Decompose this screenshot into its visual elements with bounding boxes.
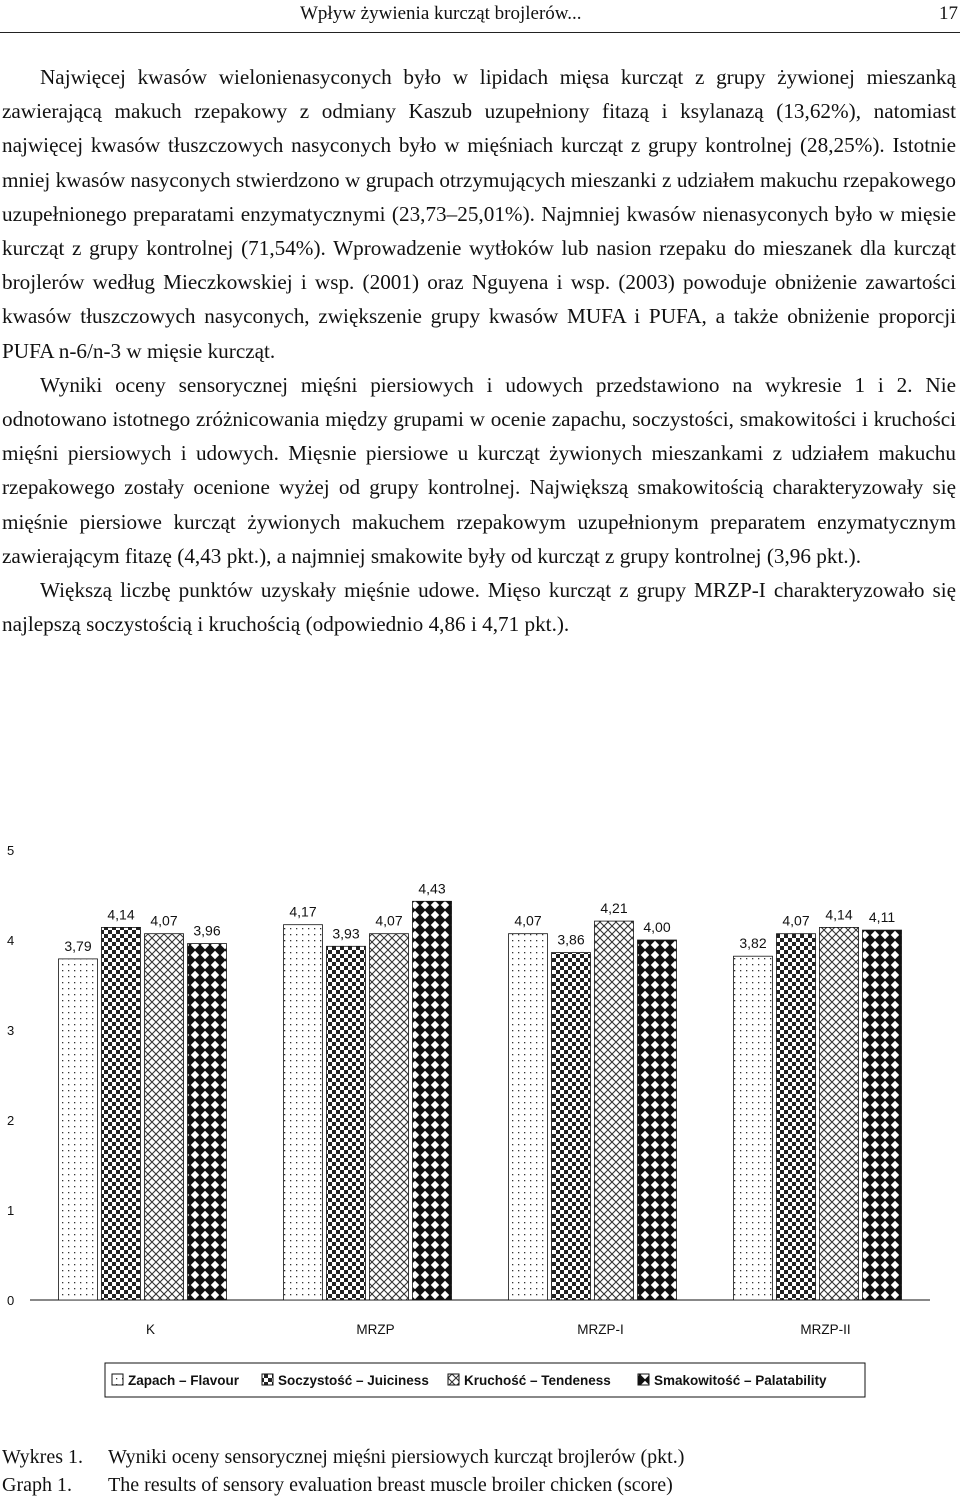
bar-mrzp-i-dots <box>509 934 548 1300</box>
category-label: MRZP-I <box>577 1322 624 1337</box>
data-label: 3,79 <box>64 937 92 954</box>
data-label: 3,82 <box>739 935 767 952</box>
legend-swatch <box>638 1374 649 1385</box>
bar-k-dots <box>59 959 98 1300</box>
chart-bars <box>59 901 902 1300</box>
bar-k-diamond <box>145 934 184 1300</box>
caption-polish <box>2 1443 684 1471</box>
data-label: 4,21 <box>600 900 628 917</box>
y-tick-label: 5 <box>7 843 15 858</box>
bar-mrzp-i-diamond <box>595 921 634 1300</box>
data-label: 3,93 <box>332 925 360 942</box>
data-label: 4,11 <box>868 909 896 926</box>
caption-text-pl: Wyniki oceny sensorycznej mięśni piersiowych kurcząt brojlerów (pkt.) <box>108 1446 685 1468</box>
sensory-bar-chart <box>0 830 960 1410</box>
legend-swatch <box>112 1374 123 1385</box>
bar-mrzp-ii-diamond <box>820 927 859 1300</box>
category-label: MRZP <box>356 1322 395 1337</box>
data-label: 4,07 <box>150 912 178 929</box>
bar-mrzp-ii-cross <box>863 930 902 1300</box>
data-label: 4,14 <box>107 906 135 923</box>
y-tick-label: 2 <box>7 1113 15 1128</box>
legend-entry: Zapach – Flavour <box>128 1373 240 1388</box>
paragraph-3: Większą liczbę punktów uzyskały mięśnie udowe. Mięso kurcząt z grupy MRZP-I charakteryzowało się najlepszą soczystością i kruchością (odpowiednio 4,86 i 4,71 pkt.). <box>2 578 956 637</box>
y-tick-label: 4 <box>7 933 15 948</box>
bar-mrzp-ii-dots <box>734 956 773 1300</box>
paragraph-2: Wyniki oceny sensorycznej mięśni piersiowych i udowych przedstawiono na wykresie 1 i 2. Nie odnotowano istotnego zróżnicowania między grupami w ocenie zapachu, soczystości, smakowitości i kruchości mięśni piersiowych i udowych. Mięsnie piersiowe u kurcząt żywionych mieszankami z udziałem makuchu rzepakowego zostały ocenione wyżej od grupy kontrolnej. Największą smakowitością charakteryzowały się mięśnie piersiowe kurcząt żywionych makuchem rzepakowym uzupełnionym preparatem enzymatycznym zawierającym fitazę (4,43 pkt.), a najmniej smakowite były od kurcząt z grupy kontrolnej (3,96 pkt.). <box>2 372 956 568</box>
caption-english <box>2 1471 684 1499</box>
bar-mrzp-checker <box>327 946 366 1300</box>
data-label: 4,07 <box>514 912 542 929</box>
category-label: K <box>145 1322 156 1337</box>
bar-mrzp-diamond <box>370 934 409 1300</box>
figure-caption <box>2 1443 684 1499</box>
bar-mrzp-ii-checker <box>777 934 816 1300</box>
caption-label-en: Graph 1. <box>2 1474 72 1496</box>
bar-mrzp-cross <box>413 901 452 1300</box>
y-tick-label: 3 <box>7 1023 15 1038</box>
caption-text-en: The results of sensory evaluation breast muscle broiler chicken (score) <box>108 1474 673 1496</box>
legend-entry: Smakowitość – Palatability <box>654 1373 827 1388</box>
category-label: MRZP-II <box>800 1322 851 1337</box>
caption-label-pl: Wykres 1. <box>2 1446 83 1468</box>
bar-mrzp-i-checker <box>552 953 591 1300</box>
data-label: 4,43 <box>418 880 446 897</box>
bar-mrzp-dots <box>284 925 323 1300</box>
data-label: 4,17 <box>289 903 317 920</box>
data-label: 4,07 <box>375 912 403 929</box>
body-text <box>2 60 956 641</box>
legend-swatch <box>262 1374 273 1385</box>
bar-k-cross <box>188 944 227 1300</box>
bar-k-checker <box>102 927 141 1300</box>
chart-legend <box>105 1363 865 1397</box>
paragraph-1: Najwięcej kwasów wielonienasyconych było w lipidach mięsa kurcząt z grupy żywionej mieszanką zawierającą makuch rzepakowy z odmiany Kaszub uzupełniony fitazą i ksylanazą (13,62%), natomiast najwięcej kwasów tłuszczowych nasyconych było w mięśniach kurcząt z grupy kontrolnej (28,25%). Istotnie mniej kwasów nasyconych stwierdzono w grupach otrzymujących mieszanki z udziałem makuchu rzepakowego uzupełnionego preparatami enzymatycznymi (23,73–25,01%). Najmniej kwasów nienasyconych było w mięsie kurcząt z grupy kontrolnej (71,54%). Wprowadzenie wytłoków lub nasion rzepaku do mieszanek dla kurcząt brojlerów według Mieczkowskiej i wsp. (2001) oraz Nguyena i wsp. (2003) powoduje obniżenie zawartości kwasów tłuszczowych nasyconych, zwiększenie grupy kwasów MUFA i PUFA, a także obniżenie proporcji PUFA n-6/n-3 w mięsie kurcząt. <box>2 65 956 363</box>
legend-entry: Soczystość – Juiciness <box>278 1373 429 1388</box>
bar-mrzp-i-cross <box>638 940 677 1300</box>
data-label: 4,14 <box>825 906 853 923</box>
running-title: Wpływ żywienia kurcząt brojlerów... <box>300 3 582 24</box>
chart-data-labels <box>64 880 895 954</box>
data-label: 4,00 <box>643 919 671 935</box>
y-tick-label: 1 <box>7 1203 15 1218</box>
data-label: 4,07 <box>782 912 810 929</box>
legend-swatch <box>448 1374 459 1385</box>
page-number: 17 <box>939 3 958 24</box>
legend-entry: Kruchość – Tendeness <box>464 1373 611 1388</box>
page-header <box>0 0 960 33</box>
data-label: 3,86 <box>557 931 585 948</box>
y-tick-label: 0 <box>7 1293 15 1308</box>
data-label: 3,96 <box>193 922 221 939</box>
